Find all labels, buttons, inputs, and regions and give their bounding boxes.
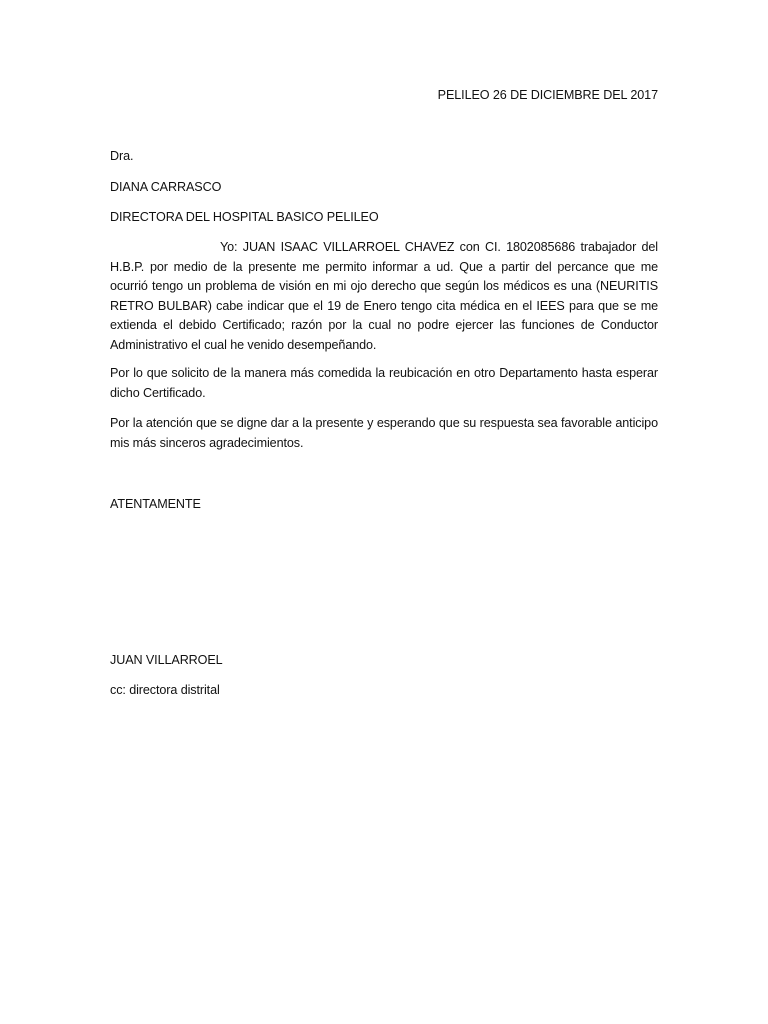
body-paragraph-2: Por lo que solicito de la manera más comedida la reubicación en otro Departamento hasta esperar dicho Certificado. xyxy=(110,366,658,400)
letter-date: PELILEO 26 DE DICIEMBRE DEL 2017 xyxy=(437,88,658,102)
body-paragraph-3: Por la atención que se digne dar a la presente y esperando que su respuesta sea favorable anticipo mis más sinceros agradecimientos. xyxy=(110,416,658,450)
signature-name: JUAN VILLARROEL xyxy=(110,653,223,667)
closing: ATENTAMENTE xyxy=(110,497,201,511)
recipient-title: DIRECTORA DEL HOSPITAL BASICO PELILEO xyxy=(110,210,379,224)
recipient-name: DIANA CARRASCO xyxy=(110,180,222,194)
cc-line: cc: directora distrital xyxy=(110,683,220,697)
body-paragraph-1: Yo: JUAN ISAAC VILLARROEL CHAVEZ con CI. 1802085686 trabajador del H.B.P. por medio de la presente me permito informar a ud. Que a partir del percance que me ocurrió tengo un problema de visión en mi ojo derecho que según los médicos es una (NEURITIS RETRO BULBAR) cabe indicar que el 19 de Enero tengo cita médica en el IEES para que se me extienda el debido Certificado; razón por la cual no podre ejercer las funciones de Conductor Administrativo el cual he venido desempeñando. xyxy=(110,240,658,352)
salutation: Dra. xyxy=(110,149,134,163)
